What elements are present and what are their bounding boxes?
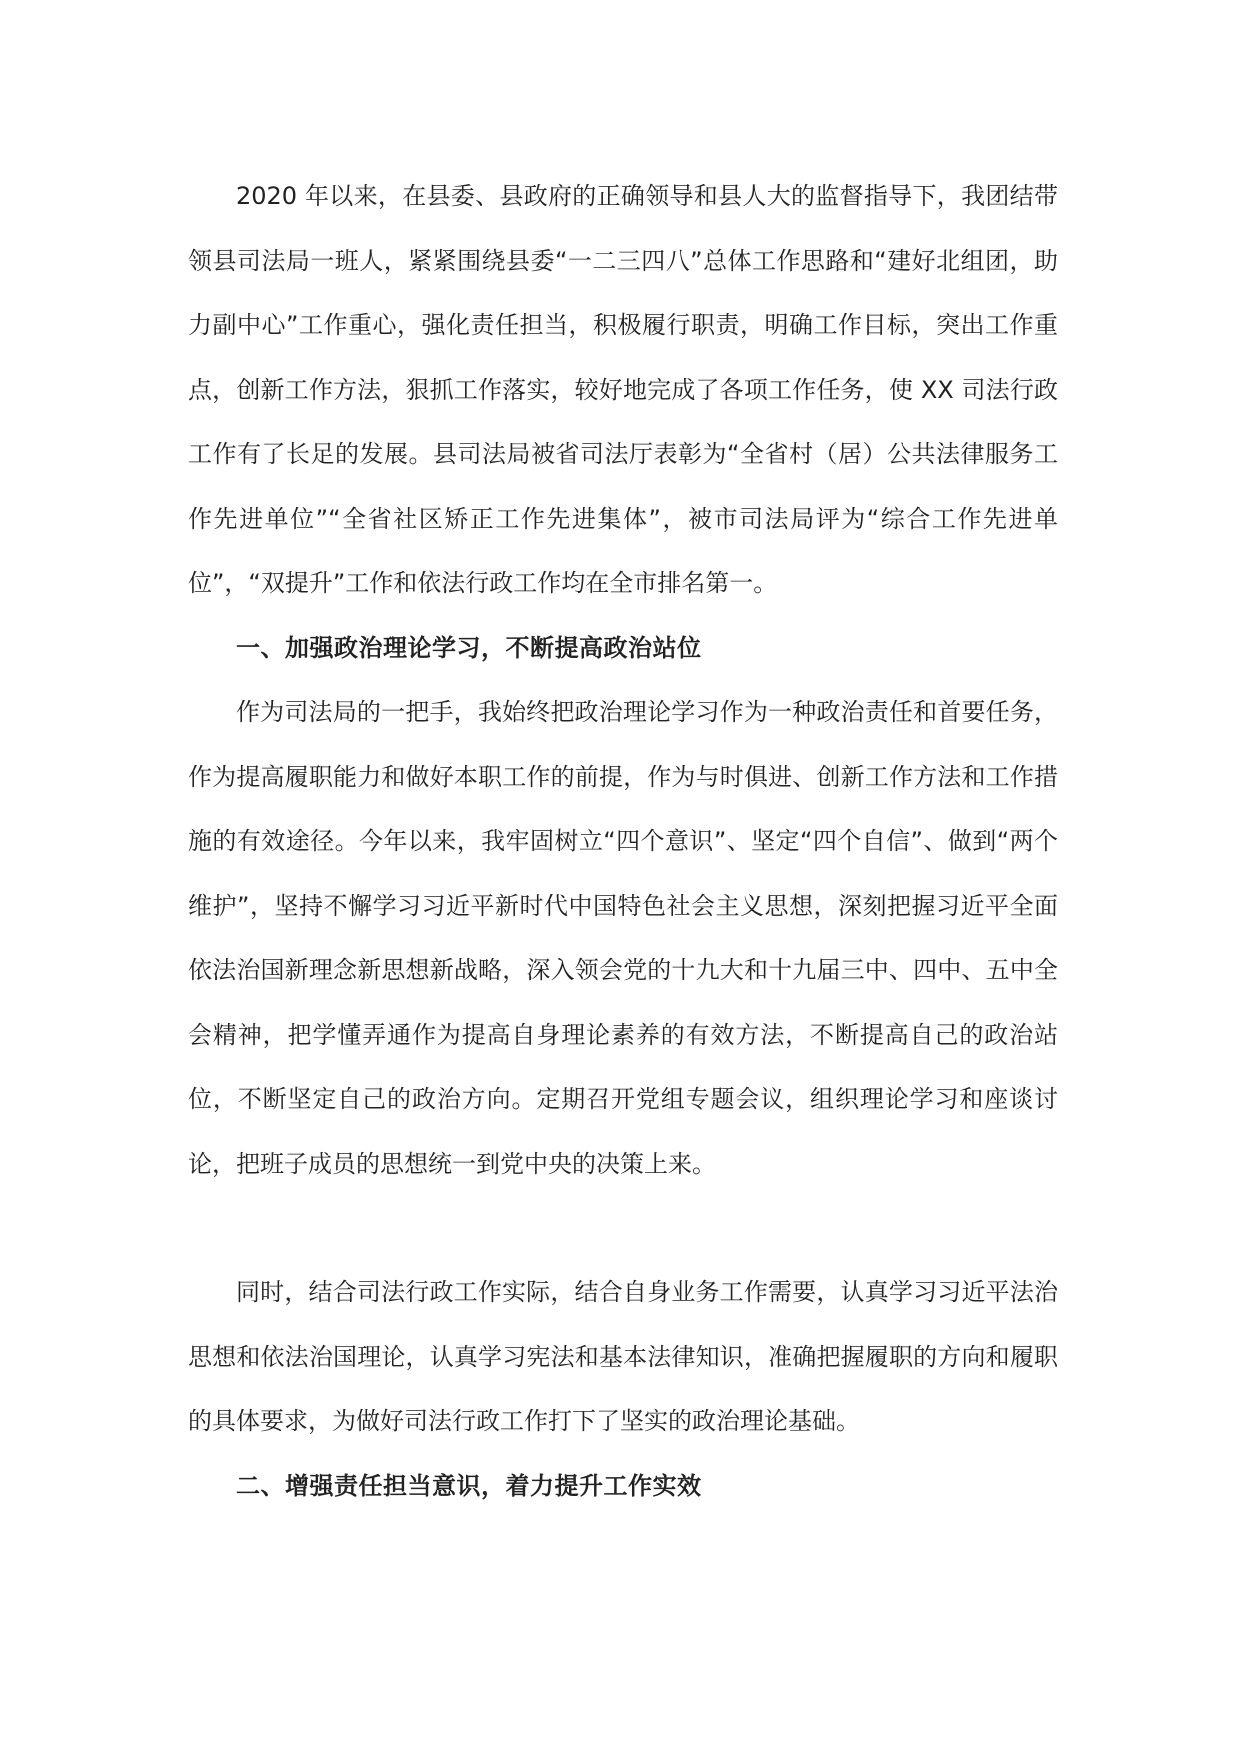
paragraph-legal-study: 同时，结合司法行政工作实际，结合自身业务工作需要，认真学习习近平法治思想和依法治国理论，认真学习宪法和基本法律知识，准确把握履职的方向和履职的具体要求，为做好司法行政工作打下了坚实的政治理论基础。 xyxy=(188,1278,1058,1435)
document-body xyxy=(188,164,1058,1518)
paragraph-political-study: 作为司法局的一把手，我始终把政治理论学习作为一种政治责任和首要任务，作为提高履职能力和做好本职工作的前提，作为与时俱进、创新工作方法和工作措施的有效途径。今年以来，我牢固树立“四个意识”、坚定“四个自信”、做到“两个维护”，坚持不懈学习习近平新时代中国特色社会主义思想，深刻把握习近平全面依法治国新理念新思想新战略，深入领会党的十九大和十九届三中、四中、五中全会精神，把学懂弄通作为提高自身理论素养的有效方法，不断提高自己的政治站位，不断坚定自己的政治方向。定期召开党组专题会议，组织理论学习和座谈讨论，把班子成员的思想统一到党中央的决策上来。 xyxy=(188,698,1058,1178)
section-heading-2: 二、增强责任担当意识，着力提升工作实效 xyxy=(236,1471,702,1500)
paragraph-intro: 2020 年以来，在县委、县政府的正确领导和县人大的监督指导下，我团结带领县司法局一班人，紧紧围绕县委“一二三四八”总体工作思路和“建好北组团，助力副中心”工作重心，强化责任担当，积极履行职责，明确工作目标，突出工作重点，创新工作方法，狠抓工作落实，较好地完成了各项工作任务，使 XX 司法行政工作有了长足的发展。县司法局被省司法厅表彰为“全省村（居）公共法律服务工作先进单位”“全省社区矫正工作先进集体”，被市司法局评为“综合工作先进单位”，“双提升”工作和依法行政工作均在全市排名第一。 xyxy=(188,182,1058,597)
paragraph-spacer xyxy=(188,1196,1058,1260)
section-heading-1: 一、加强政治理论学习，不断提高政治站位 xyxy=(236,633,702,662)
